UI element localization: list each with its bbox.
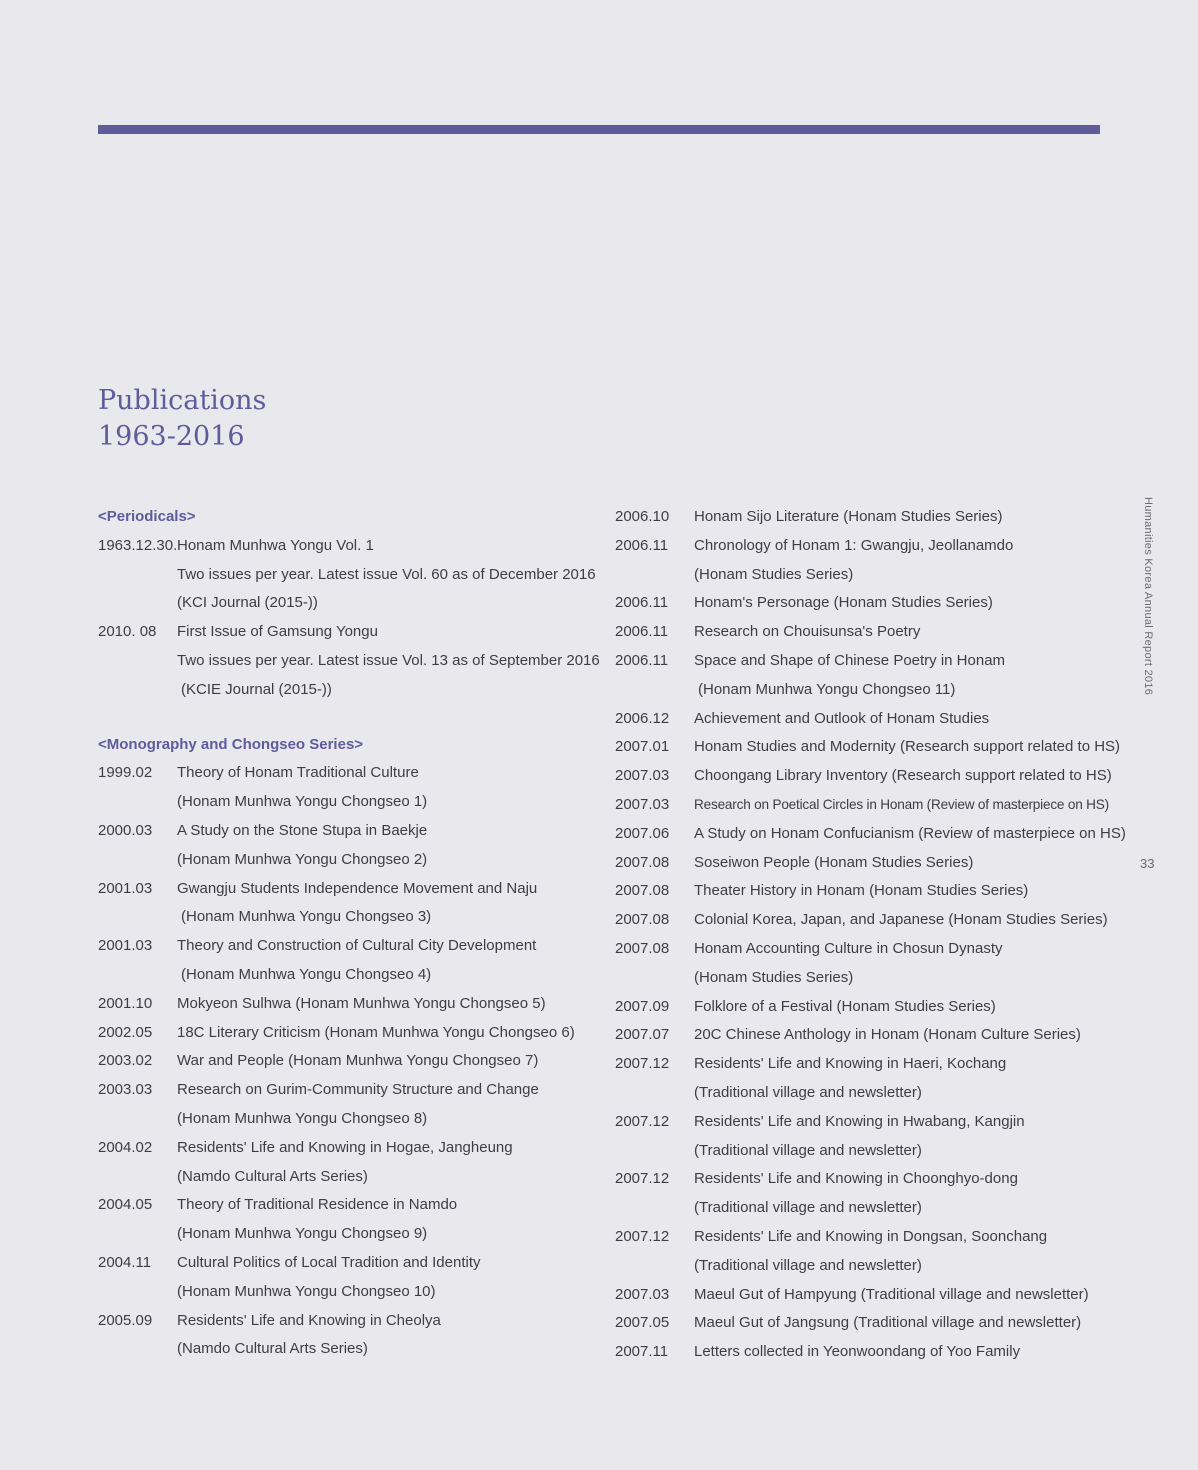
- publication-title: First Issue of Gamsung Yongu: [177, 623, 378, 641]
- publication-entry: [615, 820, 1126, 849]
- publication-note: (Honam Munhwa Yongu Chongseo 9): [177, 1225, 428, 1243]
- title-line-2: 1963-2016: [98, 421, 245, 452]
- publication-date: 2006.12: [615, 709, 670, 727]
- publication-title: Residents' Life and Knowing in Choonghyo-dong: [694, 1170, 1018, 1188]
- publication-note: (Honam Munhwa Yongu Chongseo 4): [181, 965, 432, 983]
- publication-entry: [615, 1021, 1115, 1050]
- publication-note: (Honam Munhwa Yongu Chongseo 3): [181, 908, 432, 926]
- publication-text: [694, 589, 1115, 618]
- right-column: [615, 503, 1126, 1367]
- publication-text: [177, 1076, 598, 1134]
- publication-date: 2007.03: [615, 1285, 670, 1303]
- publication-entry: [98, 1307, 598, 1365]
- monographs-list: [98, 759, 598, 1364]
- publication-text: [694, 705, 1115, 734]
- publication-title: Letters collected in Yeonwoondang of Yoo Family: [694, 1343, 1021, 1361]
- publication-date: 2007.03: [615, 795, 670, 813]
- publication-note: Two issues per year. Latest issue Vol. 60 as of December 2016: [177, 565, 596, 583]
- publication-date: 2003.03: [98, 1081, 153, 1099]
- publication-date: 2001.03: [98, 937, 153, 955]
- publication-date: 2006.10: [615, 508, 670, 525]
- publication-entry: [615, 705, 1115, 734]
- publication-title: Gwangju Students Independence Movement and Naju: [177, 879, 538, 897]
- publication-title: Maeul Gut of Hampyung (Traditional village and newsletter): [694, 1285, 1089, 1303]
- publication-note: (Honam Munhwa Yongu Chongseo 8): [177, 1109, 428, 1127]
- publication-title: Residents' Life and Knowing in Hogae, Jangheung: [177, 1138, 513, 1156]
- publication-entry: [615, 618, 1115, 647]
- publication-title: Theater History in Honam (Honam Studies Series): [694, 882, 1029, 900]
- publication-title: Research on Poetical Circles in Honam (Review of masterpiece on HS): [694, 796, 1109, 812]
- running-title: Humanities Korea Annual Report 2016: [1142, 497, 1154, 696]
- publication-text: [694, 877, 1115, 906]
- publication-note: (Traditional village and newsletter): [694, 1256, 922, 1274]
- publication-note: Two issues per year. Latest issue Vol. 13 as of September 2016: [177, 651, 600, 669]
- publication-text: [177, 1019, 598, 1048]
- publication-text: [694, 503, 1115, 532]
- publication-title: Maeul Gut of Jangsung (Traditional village and newsletter): [694, 1314, 1082, 1332]
- publication-note: (Namdo Cultural Arts Series): [177, 1340, 368, 1358]
- publication-note: (Traditional village and newsletter): [694, 1199, 922, 1217]
- top-accent-bar: [98, 125, 1100, 134]
- publication-entry: [615, 1223, 1115, 1281]
- publication-date: 2007.08: [615, 911, 670, 929]
- publication-title: Residents' Life and Knowing in Cheolya: [177, 1311, 441, 1329]
- publication-title: Theory of Honam Traditional Culture: [177, 764, 419, 782]
- publication-entry: [615, 762, 1115, 791]
- publication-date: 2007.09: [615, 997, 670, 1015]
- publication-note: (Honam Munhwa Yongu Chongseo 1): [177, 793, 428, 811]
- publication-text: [177, 759, 598, 817]
- publication-entry: [98, 875, 598, 933]
- publication-entry: [615, 589, 1115, 618]
- publication-text: [694, 1281, 1115, 1310]
- publication-text: [694, 647, 1115, 705]
- publication-text: [177, 1191, 598, 1249]
- publication-title: Space and Shape of Chinese Poetry in Honam: [694, 651, 1006, 669]
- publication-title: 20C Chinese Anthology in Honam (Honam Culture Series): [694, 1026, 1081, 1044]
- publication-note: (Traditional village and newsletter): [694, 1141, 922, 1159]
- publication-date: 2007.11: [615, 1343, 669, 1361]
- publication-title: War and People (Honam Munhwa Yongu Chongseo 7): [177, 1052, 539, 1070]
- publication-entry: [615, 1281, 1115, 1310]
- publication-date: 2007.12: [615, 1055, 670, 1073]
- publication-entry: [98, 1191, 598, 1249]
- publication-entry: [98, 1019, 598, 1048]
- publication-entry: [615, 877, 1115, 906]
- publication-date: 2002.05: [98, 1023, 153, 1041]
- publication-text: [694, 849, 1115, 878]
- publication-date: 2007.07: [615, 1026, 670, 1044]
- publication-note: (Traditional village and newsletter): [694, 1083, 922, 1101]
- publication-title: Residents' Life and Knowing in Haeri, Kochang: [694, 1055, 1007, 1073]
- publication-entry: [615, 791, 1115, 820]
- publication-date: 2006.11: [615, 536, 669, 554]
- publication-entry: [615, 1108, 1115, 1166]
- publication-text: [694, 1223, 1115, 1281]
- publication-date: 2007.12: [615, 1170, 670, 1188]
- publication-text: [177, 1134, 598, 1192]
- publication-title: Chronology of Honam 1: Gwangju, Jeollanamdo: [694, 536, 1014, 554]
- publication-text: [177, 1047, 598, 1076]
- publication-text: [694, 762, 1115, 791]
- publication-text: [694, 820, 1126, 849]
- monographs-heading: <Monography and Chongseo Series>: [98, 735, 364, 753]
- publication-entry: [98, 532, 598, 618]
- publication-entry: [615, 532, 1115, 590]
- publication-entry: [98, 1076, 598, 1134]
- publication-entry: [615, 647, 1115, 705]
- publication-date: 2007.06: [615, 824, 670, 842]
- publication-entry: [615, 993, 1115, 1022]
- publication-date: 2007.05: [615, 1314, 670, 1332]
- publication-date: 2005.09: [98, 1311, 153, 1329]
- publication-text: [694, 906, 1115, 935]
- publication-date: 2006.11: [615, 651, 669, 669]
- publication-entry: [98, 618, 598, 704]
- publication-text: [694, 1108, 1115, 1166]
- publication-title: Honam Accounting Culture in Chosun Dynasty: [694, 939, 1003, 957]
- publication-note: (Honam Munhwa Yongu Chongseo 11): [698, 680, 956, 698]
- publication-date: 2006.11: [615, 623, 669, 641]
- periodicals-list: [98, 532, 598, 705]
- publication-text: [694, 618, 1115, 647]
- publication-date: 2010. 08: [98, 623, 157, 641]
- publication-note: (KCIE Journal (2015-)): [181, 680, 332, 698]
- publication-date: 2001.03: [98, 879, 153, 897]
- publication-entry: [615, 733, 1121, 762]
- publication-title: Folklore of a Festival (Honam Studies Series): [694, 997, 996, 1015]
- publication-text: [694, 733, 1120, 762]
- page-number: 33: [1140, 856, 1155, 871]
- publication-title: Achievement and Outlook of Honam Studies: [694, 709, 990, 727]
- publication-date: 2007.08: [615, 882, 670, 900]
- publication-date: 2003.02: [98, 1052, 153, 1070]
- right-publication-list: [615, 503, 1126, 1367]
- publication-title: Theory of Traditional Residence in Namdo: [177, 1196, 458, 1214]
- publication-title: Choongang Library Inventory (Research support related to HS): [694, 767, 1112, 785]
- publication-title: Honam Sijo Literature (Honam Studies Series): [694, 508, 1003, 525]
- publication-entry: [98, 1134, 598, 1192]
- publication-entry: [98, 759, 598, 817]
- publication-note: (Honam Munhwa Yongu Chongseo 2): [177, 850, 428, 868]
- publication-date: 2007.12: [615, 1227, 670, 1245]
- section-spacer: [98, 705, 598, 731]
- publication-entry: [615, 1338, 1115, 1367]
- publication-date: 1963.12.30.: [98, 536, 178, 554]
- publication-date: 2006.11: [615, 594, 669, 612]
- publication-title: Honam's Personage (Honam Studies Series): [694, 594, 993, 612]
- publication-entry: [615, 906, 1115, 935]
- publication-title: Colonial Korea, Japan, and Japanese (Honam Studies Series): [694, 911, 1108, 929]
- publication-title: Honam Studies and Modernity (Research support related to HS): [694, 738, 1121, 756]
- publication-title: Research on Gurim-Community Structure and Change: [177, 1081, 539, 1099]
- publication-note: (KCI Journal (2015-)): [177, 594, 318, 612]
- publication-entry: [615, 849, 1115, 878]
- periodicals-heading: <Periodicals>: [98, 508, 196, 525]
- publication-date: 2007.08: [615, 939, 670, 957]
- publication-text: [694, 791, 1115, 820]
- publication-title: A Study on Honam Confucianism (Review of masterpiece on HS): [694, 824, 1126, 842]
- publication-entry: [615, 935, 1115, 993]
- publication-text: [694, 1309, 1115, 1338]
- publication-note: (Honam Munhwa Yongu Chongseo 10): [177, 1282, 436, 1300]
- publication-text: [177, 875, 598, 933]
- publication-title: Residents' Life and Knowing in Dongsan, Soonchang: [694, 1227, 1048, 1245]
- publication-date: 2001.10: [98, 994, 153, 1012]
- publication-date: 2007.01: [615, 738, 670, 756]
- publication-title: Theory and Construction of Cultural City Development: [177, 937, 537, 955]
- publication-text: [694, 1338, 1115, 1367]
- publication-text: [694, 1021, 1115, 1050]
- publication-date: 2004.05: [98, 1196, 153, 1214]
- publication-date: 2004.02: [98, 1138, 153, 1156]
- publication-text: [694, 993, 1115, 1022]
- publication-title: 18C Literary Criticism (Honam Munhwa Yongu Chongseo 6): [177, 1023, 575, 1041]
- publication-text: [694, 1050, 1115, 1108]
- publication-note: (Honam Studies Series): [694, 968, 854, 986]
- publication-note: (Namdo Cultural Arts Series): [177, 1167, 368, 1185]
- publication-note: (Honam Studies Series): [694, 565, 854, 583]
- publication-text: [694, 532, 1115, 590]
- publication-text: [177, 1307, 598, 1365]
- publication-entry: [98, 1249, 598, 1307]
- publication-title: Residents' Life and Knowing in Hwabang, Kangjin: [694, 1112, 1025, 1130]
- publication-entry: [615, 1050, 1115, 1108]
- publication-entry: [615, 1309, 1115, 1338]
- publication-text: [694, 1165, 1115, 1223]
- publication-text: [177, 532, 598, 618]
- publication-date: 2007.12: [615, 1112, 670, 1130]
- publication-text: [177, 1249, 598, 1307]
- page-title: [98, 383, 266, 455]
- publication-entry: [98, 990, 598, 1019]
- publication-date: 1999.02: [98, 764, 153, 782]
- publication-title: Honam Munhwa Yongu Vol. 1: [177, 536, 374, 554]
- title-line-1: Publications: [98, 385, 267, 416]
- publication-entry: [98, 1047, 598, 1076]
- publication-text: [177, 990, 598, 1019]
- publication-text: [177, 932, 598, 990]
- publication-title: Research on Chouisunsa's Poetry: [694, 623, 921, 641]
- publication-title: A Study on the Stone Stupa in Baekje: [177, 821, 428, 839]
- publication-date: 2000.03: [98, 821, 153, 839]
- publication-text: [177, 618, 600, 704]
- publication-text: [177, 817, 598, 875]
- publication-date: 2007.08: [615, 853, 670, 871]
- left-column: [98, 503, 598, 1364]
- publication-date: 2004.11: [98, 1253, 152, 1271]
- publication-title: Mokyeon Sulhwa (Honam Munhwa Yongu Chongseo 5): [177, 994, 546, 1012]
- publication-entry: [98, 817, 598, 875]
- publication-text: [694, 935, 1115, 993]
- publication-title: Soseiwon People (Honam Studies Series): [694, 853, 974, 871]
- publication-entry: [615, 503, 1115, 532]
- publication-date: 2007.03: [615, 767, 670, 785]
- publication-entry: [615, 1165, 1115, 1223]
- publication-entry: [98, 932, 598, 990]
- publication-title: Cultural Politics of Local Tradition and Identity: [177, 1253, 481, 1271]
